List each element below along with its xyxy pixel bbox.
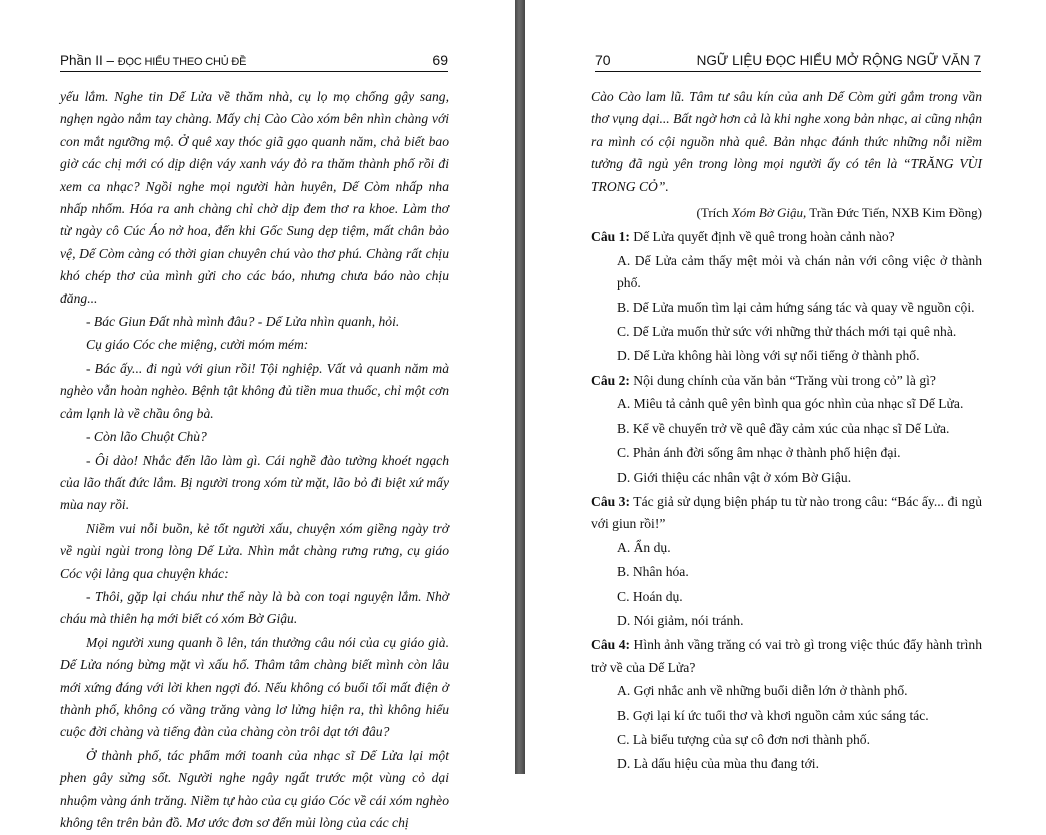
question xyxy=(591,634,982,775)
question-stem xyxy=(591,370,982,392)
story-paragraph: Niềm vui nỗi buồn, kẻ tốt người xấu, chuyện xóm giềng ngày trở về ngùi ngùi trong lòng Dế Lửa. Nhìn mắt chàng rưng rưng, cụ giáo Cóc vội lảng qua chuyện khác: xyxy=(60,520,449,581)
answer-option: A. Dế Lửa cảm thấy mệt mỏi và chán nản với công việc ở thành phố. xyxy=(617,252,982,291)
question-stem xyxy=(591,226,982,248)
source-citation xyxy=(591,202,982,224)
page-number: 70 xyxy=(595,52,611,68)
right-page xyxy=(525,0,1046,774)
answer-option: B. Dế Lửa muốn tìm lại cảm hứng sáng tác và quay về nguồn cội. xyxy=(617,299,975,315)
answer-option: D. Là dấu hiệu của mùa thu đang tới. xyxy=(617,756,819,772)
section-prefix: Phần II – xyxy=(60,53,118,68)
section-name: ĐỌC HIỂU THEO CHỦ ĐỀ xyxy=(117,56,247,68)
question-stem xyxy=(591,634,982,679)
story-continuation: Cào Cào lam lũ. Tâm tư sâu kín của anh Dế Còm gửi gắm trong vần thơ vụng dại... Bất ngờ hơn cả là khi nghe xong bản nhạc, ai cũng nhận ra mình có cội nguồn nhà quê. Bản nhạc đánh thức những nỗi niềm tưởng đã ngủ yên trong lòng mọi người ấy có tên là “TRĂNG VÙI TRONG CỎ”. xyxy=(591,89,982,194)
answer-option: A. Ẩn dụ. xyxy=(617,539,671,555)
section-title xyxy=(60,53,246,68)
citation-prefix: (Trích xyxy=(696,205,732,221)
citation-title: Xóm Bờ Giậu, xyxy=(731,205,807,221)
answer-option: C. Hoán dụ. xyxy=(617,588,683,604)
answer-option: D. Nói giảm, nói tránh. xyxy=(617,612,744,628)
story-paragraph: Ở thành phố, tác phẩm mới toanh của nhạc sĩ Dế Lửa lại một phen gây sửng sốt. Người nghe ngây ngất trước một vùng cỏ dại nhuộm vàng ánh trăng. Niềm tự hào của cụ giáo Cóc về cái xóm nghèo không tên trên bản đồ. Mơ ước đơn sơ đến mủi lòng của các chị xyxy=(60,747,449,830)
answer-option: D. Giới thiệu các nhân vật ở xóm Bờ Giậu. xyxy=(617,469,852,485)
story-paragraph: - Bác Giun Đất nhà mình đâu? - Dế Lửa nhìn quanh, hỏi. xyxy=(86,314,400,330)
question-text: Dế Lửa quyết định về quê trong hoàn cảnh nào? xyxy=(629,229,895,245)
question-number: Câu 3: xyxy=(591,493,631,509)
running-header-left xyxy=(60,48,448,72)
story-paragraph: - Bác ấy... đi ngủ với giun rồi! Tội nghiệp. Vất vả quanh năm mà nghèo vẫn hoàn nghèo. Bệnh tật không đủ tiền mua thuốc, chỉ một cơn cảm lạnh là về chầu ông bà. xyxy=(60,360,449,421)
question-text: Hình ảnh vầng trăng có vai trò gì trong việc thúc đẩy hành trình trở về của Dế Lửa? xyxy=(591,637,982,675)
question-number: Câu 4: xyxy=(591,637,631,653)
page-gutter xyxy=(515,0,525,774)
question xyxy=(591,370,982,489)
story-paragraph: - Còn lão Chuột Chù? xyxy=(86,429,207,445)
question-number: Câu 2: xyxy=(591,372,630,388)
right-body xyxy=(591,86,982,778)
question-text: Nội dung chính của văn bản “Trăng vùi trong cỏ” là gì? xyxy=(629,372,936,388)
answer-option: B. Gợi lại kí ức tuổi thơ và khơi nguồn cảm xúc sáng tác. xyxy=(617,707,929,723)
story-paragraph: yếu lắm. Nghe tin Dế Lửa về thăm nhà, cụ lọ mọ chống gậy sang, nghẹn ngào nắm tay chàng. Mấy chị Cào Cào xóm bên nhìn chàng với con mắt ngưỡng mộ. Ở quê xay thóc giã gạo quanh năm, chả biết bao giờ các chị mới có dịp diện váy xanh váy đỏ ra thăm thành phố rồi đi xem ca nhạc? Ngồi nghe mọi người hàn huyên, Dế Còm nhấp nha nhấp nhổm. Hóa ra anh chàng chỉ chờ dịp đem thơ ra khoe. Làm thơ từ ngày cô Cúc Áo nở hoa, đến khi Gốc Sung dẹp tiệm, mất chân bảo vệ, Dế Còm càng có thời gian chuyên chú vào thơ phú. Chàng rất chịu khó chép thơ của mình gửi cho các báo, nhưng chưa báo nào chịu đăng... xyxy=(60,89,449,306)
left-page xyxy=(0,0,515,830)
answer-option: A. Miêu tả cảnh quê yên bình qua góc nhìn của nhạc sĩ Dế Lửa. xyxy=(617,396,964,412)
citation-suffix: Trần Đức Tiến, NXB Kim Đồng) xyxy=(806,205,982,221)
answer-option: C. Là biểu tượng của sự cô đơn nơi thành phố. xyxy=(617,731,871,747)
running-header-right xyxy=(595,48,981,72)
answer-option: B. Nhân hóa. xyxy=(617,564,689,580)
answer-option: D. Dế Lửa không hài lòng với sự nổi tiếng ở thành phố. xyxy=(617,348,920,364)
question xyxy=(591,226,982,367)
answer-option: A. Gợi nhắc anh về những buổi diễn lớn ở thành phố. xyxy=(617,683,908,699)
question-text: Tác giả sử dụng biện pháp tu từ nào trong câu: “Bác ấy... đi ngủ với giun rồi!” xyxy=(591,493,982,532)
book-title: NGỮ LIỆU ĐỌC HIỂU MỞ RỘNG NGỮ VĂN 7 xyxy=(696,53,981,68)
question xyxy=(591,491,982,632)
story-paragraph: Cụ giáo Cóc che miệng, cười móm mém: xyxy=(86,337,309,353)
story-text xyxy=(60,86,449,835)
answer-option: B. Kể về chuyến trở về quê đầy cảm xúc của nhạc sĩ Dế Lửa. xyxy=(617,420,950,436)
story-paragraph: Mọi người xung quanh ồ lên, tán thưởng câu nói của cụ giáo già. Dế Lửa nóng bừng mặt vì xấu hổ. Thâm tâm chàng biết mình còn lâu mới xứng đáng với lời khen ngợi đó. Nếu không có buổi tối mất điện ở thành phố, không có vầng trăng vàng lơ lửng hiện ra, thì không hiểu cuộc đời chàng và tiếng đàn của chàng còn trôi dạt tới đâu? xyxy=(60,634,449,740)
question-number: Câu 1: xyxy=(591,229,630,245)
story-paragraph: - Thôi, gặp lại cháu như thế này là bà con toại nguyện lắm. Nhờ cháu mà thiên hạ mới biết có xóm Bờ Giậu. xyxy=(60,588,449,627)
question-stem xyxy=(591,491,982,536)
question-list xyxy=(591,226,982,775)
answer-option: C. Phản ánh đời sống âm nhạc ở thành phố hiện đại. xyxy=(617,445,901,461)
story-paragraph: - Ôi dào! Nhắc đến lão làm gì. Cái nghề đào tường khoét ngạch của lão thất đức lắm. Bị người trong xóm từ mặt, lão bỏ đi biệt xứ mấy mùa nay rồi. xyxy=(60,452,449,513)
page-number: 69 xyxy=(432,52,448,68)
answer-option: C. Dế Lửa muốn thử sức với những thử thách mới tại quê nhà. xyxy=(617,324,957,340)
